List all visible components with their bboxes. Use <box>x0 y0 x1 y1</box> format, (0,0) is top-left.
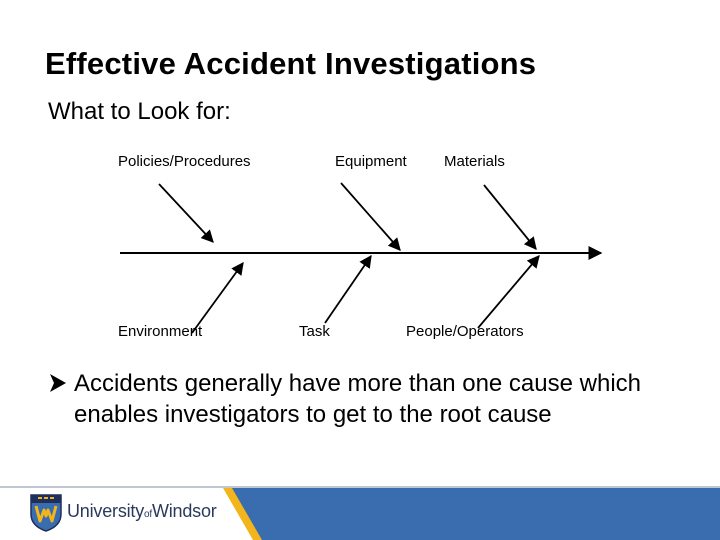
arrow-bullet-icon <box>48 369 68 397</box>
bone-equipment <box>341 183 400 250</box>
cause-label-materials: Materials <box>444 153 505 170</box>
bone-policies-procedures <box>159 184 213 242</box>
bone-materials <box>484 185 536 249</box>
university-shield-logo <box>30 494 62 532</box>
cause-label-people-operators: People/Operators <box>406 323 524 340</box>
cause-label-task: Task <box>299 323 330 340</box>
footer-bar <box>0 486 720 540</box>
slide-subtitle: What to Look for: <box>48 98 231 125</box>
cause-label-policies-procedures: Policies/Procedures <box>118 153 251 170</box>
cause-label-equipment: Equipment <box>335 153 407 170</box>
bone-people-operators <box>478 256 539 328</box>
bullet-list <box>48 368 688 430</box>
university-wordmark: UniversityofWindsor <box>67 501 217 521</box>
bone-task <box>325 256 371 323</box>
slide-title: Effective Accident Investigations <box>45 46 537 81</box>
bullet-item: Accidents generally have more than one cause which enables investigators to get to the root cause <box>74 370 641 428</box>
cause-label-environment: Environment <box>118 323 203 340</box>
